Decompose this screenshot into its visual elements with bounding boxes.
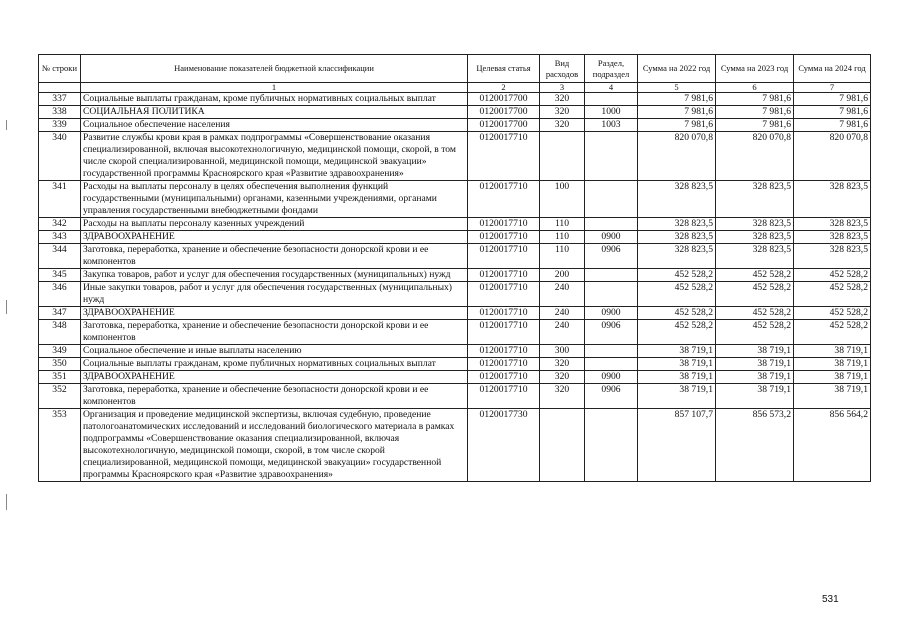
section-cell bbox=[585, 218, 638, 231]
expense-type-cell bbox=[540, 409, 585, 482]
expense-type-cell: 320 bbox=[540, 358, 585, 371]
row-number-cell: 345 bbox=[39, 269, 81, 282]
section-cell: 1000 bbox=[585, 106, 638, 119]
table-row bbox=[39, 282, 871, 307]
expense-type-cell: 240 bbox=[540, 282, 585, 307]
expense-type-cell: 320 bbox=[540, 119, 585, 132]
sum-2022-cell: 452 528,2 bbox=[638, 320, 716, 345]
sum-2023-cell: 820 070,8 bbox=[716, 132, 794, 181]
row-number-cell: 346 bbox=[39, 282, 81, 307]
sum-2024-cell: 7 981,6 bbox=[794, 119, 871, 132]
section-cell bbox=[585, 345, 638, 358]
indicator-name-cell: Заготовка, переработка, хранение и обеспечение безопасности донорской крови и ее компонентов bbox=[81, 320, 468, 345]
sum-2024-cell: 452 528,2 bbox=[794, 320, 871, 345]
column-number: 4 bbox=[585, 83, 638, 93]
target-article-cell: 0120017710 bbox=[468, 358, 540, 371]
target-article-cell: 0120017710 bbox=[468, 181, 540, 218]
row-number-cell: 349 bbox=[39, 345, 81, 358]
sum-2023-cell: 38 719,1 bbox=[716, 384, 794, 409]
target-article-cell: 0120017710 bbox=[468, 282, 540, 307]
sum-2024-cell: 7 981,6 bbox=[794, 93, 871, 106]
table-row bbox=[39, 93, 871, 106]
header-target-article: Целевая статья bbox=[468, 55, 540, 83]
row-number-cell: 340 bbox=[39, 132, 81, 181]
header-expense-type: Вид расходов bbox=[540, 55, 585, 83]
target-article-cell: 0120017710 bbox=[468, 132, 540, 181]
expense-type-cell: 200 bbox=[540, 269, 585, 282]
table-row bbox=[39, 307, 871, 320]
sum-2022-cell: 7 981,6 bbox=[638, 119, 716, 132]
indicator-name-cell: Социальные выплаты гражданам, кроме публичных нормативных социальных выплат bbox=[81, 358, 468, 371]
table-row bbox=[39, 119, 871, 132]
expense-type-cell: 320 bbox=[540, 384, 585, 409]
sum-2024-cell: 38 719,1 bbox=[794, 371, 871, 384]
sum-2024-cell: 7 981,6 bbox=[794, 106, 871, 119]
sum-2022-cell: 38 719,1 bbox=[638, 371, 716, 384]
section-cell: 0900 bbox=[585, 371, 638, 384]
indicator-name-cell: Социальное обеспечение и иные выплаты населению bbox=[81, 345, 468, 358]
column-number-row bbox=[39, 83, 871, 93]
sum-2023-cell: 328 823,5 bbox=[716, 218, 794, 231]
sum-2023-cell: 452 528,2 bbox=[716, 269, 794, 282]
column-number: 5 bbox=[638, 83, 716, 93]
expense-type-cell: 100 bbox=[540, 181, 585, 218]
section-cell bbox=[585, 93, 638, 106]
table-row bbox=[39, 358, 871, 371]
indicator-name-cell: Закупка товаров, работ и услуг для обеспечения государственных (муниципальных) нужд bbox=[81, 269, 468, 282]
expense-type-cell: 240 bbox=[540, 320, 585, 345]
section-cell bbox=[585, 181, 638, 218]
indicator-name-cell: Заготовка, переработка, хранение и обеспечение безопасности донорской крови и ее компонентов bbox=[81, 384, 468, 409]
column-number: 3 bbox=[540, 83, 585, 93]
section-cell bbox=[585, 132, 638, 181]
target-article-cell: 0120017710 bbox=[468, 269, 540, 282]
section-cell: 0900 bbox=[585, 231, 638, 244]
sum-2023-cell: 38 719,1 bbox=[716, 371, 794, 384]
table-header-row bbox=[39, 55, 871, 83]
target-article-cell: 0120017700 bbox=[468, 119, 540, 132]
sum-2022-cell: 7 981,6 bbox=[638, 93, 716, 106]
scan-margin-mark bbox=[6, 494, 7, 510]
table-row bbox=[39, 181, 871, 218]
expense-type-cell: 110 bbox=[540, 218, 585, 231]
header-sum-2022: Сумма на 2022 год bbox=[638, 55, 716, 83]
indicator-name-cell: Организация и проведение медицинской экспертизы, включая судебную, проведение патологоанатомических исследований и исследований биологического материала в рамках подпрограммы «Совершенствование оказания специализированной, включая высокотехнологичную, медицинской помощи, скорой, в том числе скорой специализированной, медицинской помощи, медицинской эвакуации» государственной программы Красноярского края «Развитие здравоохранения» bbox=[81, 409, 468, 482]
sum-2022-cell: 452 528,2 bbox=[638, 269, 716, 282]
sum-2022-cell: 38 719,1 bbox=[638, 358, 716, 371]
sum-2022-cell: 820 070,8 bbox=[638, 132, 716, 181]
budget-table bbox=[38, 54, 871, 482]
sum-2024-cell: 328 823,5 bbox=[794, 218, 871, 231]
table-row bbox=[39, 244, 871, 269]
header-row-number: № строки bbox=[39, 55, 81, 83]
indicator-name-cell: Расходы на выплаты персоналу в целях обеспечения выполнения функций государственными (муниципальными) органами, казенными учреждениями, органами управления государственными внебюджетными фондами bbox=[81, 181, 468, 218]
sum-2024-cell: 452 528,2 bbox=[794, 282, 871, 307]
sum-2024-cell: 856 564,2 bbox=[794, 409, 871, 482]
table-row bbox=[39, 409, 871, 482]
row-number-cell: 342 bbox=[39, 218, 81, 231]
table-row bbox=[39, 345, 871, 358]
row-number-cell: 350 bbox=[39, 358, 81, 371]
section-cell bbox=[585, 269, 638, 282]
row-number-cell: 337 bbox=[39, 93, 81, 106]
expense-type-cell: 240 bbox=[540, 307, 585, 320]
indicator-name-cell: Расходы на выплаты персоналу казенных учреждений bbox=[81, 218, 468, 231]
sum-2022-cell: 328 823,5 bbox=[638, 231, 716, 244]
scan-margin-mark bbox=[6, 120, 7, 130]
target-article-cell: 0120017710 bbox=[468, 384, 540, 409]
sum-2024-cell: 328 823,5 bbox=[794, 181, 871, 218]
indicator-name-cell: СОЦИАЛЬНАЯ ПОЛИТИКА bbox=[81, 106, 468, 119]
sum-2023-cell: 452 528,2 bbox=[716, 320, 794, 345]
expense-type-cell: 300 bbox=[540, 345, 585, 358]
sum-2024-cell: 452 528,2 bbox=[794, 307, 871, 320]
section-cell bbox=[585, 282, 638, 307]
expense-type-cell: 320 bbox=[540, 371, 585, 384]
indicator-name-cell: Иные закупки товаров, работ и услуг для обеспечения государственных (муниципальных) нужд bbox=[81, 282, 468, 307]
sum-2023-cell: 856 573,2 bbox=[716, 409, 794, 482]
indicator-name-cell: ЗДРАВООХРАНЕНИЕ bbox=[81, 307, 468, 320]
sum-2023-cell: 38 719,1 bbox=[716, 358, 794, 371]
indicator-name-cell: Заготовка, переработка, хранение и обеспечение безопасности донорской крови и ее компонентов bbox=[81, 244, 468, 269]
indicator-name-cell: ЗДРАВООХРАНЕНИЕ bbox=[81, 371, 468, 384]
column-number: 1 bbox=[81, 83, 468, 93]
page-number: 531 bbox=[822, 594, 839, 605]
header-section: Раздел, подраздел bbox=[585, 55, 638, 83]
column-number: 6 bbox=[716, 83, 794, 93]
sum-2023-cell: 328 823,5 bbox=[716, 231, 794, 244]
sum-2022-cell: 38 719,1 bbox=[638, 345, 716, 358]
expense-type-cell bbox=[540, 132, 585, 181]
column-number: 2 bbox=[468, 83, 540, 93]
sum-2024-cell: 38 719,1 bbox=[794, 384, 871, 409]
target-article-cell: 0120017710 bbox=[468, 320, 540, 345]
sum-2023-cell: 452 528,2 bbox=[716, 282, 794, 307]
row-number-cell: 351 bbox=[39, 371, 81, 384]
target-article-cell: 0120017710 bbox=[468, 244, 540, 269]
table-row bbox=[39, 218, 871, 231]
sum-2023-cell: 7 981,6 bbox=[716, 93, 794, 106]
section-cell: 1003 bbox=[585, 119, 638, 132]
column-number: 7 bbox=[794, 83, 871, 93]
sum-2022-cell: 328 823,5 bbox=[638, 181, 716, 218]
sum-2023-cell: 328 823,5 bbox=[716, 244, 794, 269]
target-article-cell: 0120017710 bbox=[468, 231, 540, 244]
target-article-cell: 0120017700 bbox=[468, 106, 540, 119]
header-sum-2023: Сумма на 2023 год bbox=[716, 55, 794, 83]
indicator-name-cell: ЗДРАВООХРАНЕНИЕ bbox=[81, 231, 468, 244]
sum-2022-cell: 452 528,2 bbox=[638, 307, 716, 320]
target-article-cell: 0120017710 bbox=[468, 218, 540, 231]
row-number-cell: 339 bbox=[39, 119, 81, 132]
expense-type-cell: 320 bbox=[540, 106, 585, 119]
sum-2023-cell: 7 981,6 bbox=[716, 106, 794, 119]
indicator-name-cell: Социальные выплаты гражданам, кроме публичных нормативных социальных выплат bbox=[81, 93, 468, 106]
table-row bbox=[39, 371, 871, 384]
table-row bbox=[39, 132, 871, 181]
scan-margin-mark bbox=[6, 300, 7, 314]
sum-2022-cell: 328 823,5 bbox=[638, 218, 716, 231]
target-article-cell: 0120017710 bbox=[468, 371, 540, 384]
sum-2023-cell: 452 528,2 bbox=[716, 307, 794, 320]
sum-2024-cell: 38 719,1 bbox=[794, 358, 871, 371]
row-number-cell: 352 bbox=[39, 384, 81, 409]
sum-2024-cell: 328 823,5 bbox=[794, 231, 871, 244]
section-cell bbox=[585, 358, 638, 371]
row-number-cell: 338 bbox=[39, 106, 81, 119]
indicator-name-cell: Развитие службы крови края в рамках подпрограммы «Совершенствование оказания специализированной, включая высокотехнологичную, медицинской помощи, скорой, в том числе скорой специализированной, медицинской помощи, медицинской эвакуации» государственной программы Красноярского края «Развитие здравоохранения» bbox=[81, 132, 468, 181]
expense-type-cell: 110 bbox=[540, 231, 585, 244]
sum-2022-cell: 7 981,6 bbox=[638, 106, 716, 119]
sum-2022-cell: 38 719,1 bbox=[638, 384, 716, 409]
sum-2022-cell: 857 107,7 bbox=[638, 409, 716, 482]
document-page bbox=[38, 54, 870, 482]
table-body bbox=[39, 93, 871, 482]
expense-type-cell: 110 bbox=[540, 244, 585, 269]
column-number bbox=[39, 83, 81, 93]
row-number-cell: 343 bbox=[39, 231, 81, 244]
section-cell: 0900 bbox=[585, 307, 638, 320]
row-number-cell: 348 bbox=[39, 320, 81, 345]
target-article-cell: 0120017710 bbox=[468, 345, 540, 358]
row-number-cell: 353 bbox=[39, 409, 81, 482]
indicator-name-cell: Социальное обеспечение населения bbox=[81, 119, 468, 132]
section-cell bbox=[585, 409, 638, 482]
sum-2023-cell: 7 981,6 bbox=[716, 119, 794, 132]
table-row bbox=[39, 269, 871, 282]
table-row bbox=[39, 384, 871, 409]
header-sum-2024: Сумма на 2024 год bbox=[794, 55, 871, 83]
sum-2024-cell: 820 070,8 bbox=[794, 132, 871, 181]
sum-2022-cell: 328 823,5 bbox=[638, 244, 716, 269]
row-number-cell: 347 bbox=[39, 307, 81, 320]
row-number-cell: 341 bbox=[39, 181, 81, 218]
sum-2024-cell: 38 719,1 bbox=[794, 345, 871, 358]
target-article-cell: 0120017730 bbox=[468, 409, 540, 482]
expense-type-cell: 320 bbox=[540, 93, 585, 106]
header-indicator-name: Наименование показателей бюджетной классификации bbox=[81, 55, 468, 83]
sum-2023-cell: 328 823,5 bbox=[716, 181, 794, 218]
sum-2022-cell: 452 528,2 bbox=[638, 282, 716, 307]
sum-2024-cell: 328 823,5 bbox=[794, 244, 871, 269]
sum-2023-cell: 38 719,1 bbox=[716, 345, 794, 358]
table-row bbox=[39, 320, 871, 345]
section-cell: 0906 bbox=[585, 244, 638, 269]
row-number-cell: 344 bbox=[39, 244, 81, 269]
table-row bbox=[39, 106, 871, 119]
section-cell: 0906 bbox=[585, 320, 638, 345]
section-cell: 0906 bbox=[585, 384, 638, 409]
target-article-cell: 0120017710 bbox=[468, 307, 540, 320]
target-article-cell: 0120017700 bbox=[468, 93, 540, 106]
table-row bbox=[39, 231, 871, 244]
sum-2024-cell: 452 528,2 bbox=[794, 269, 871, 282]
